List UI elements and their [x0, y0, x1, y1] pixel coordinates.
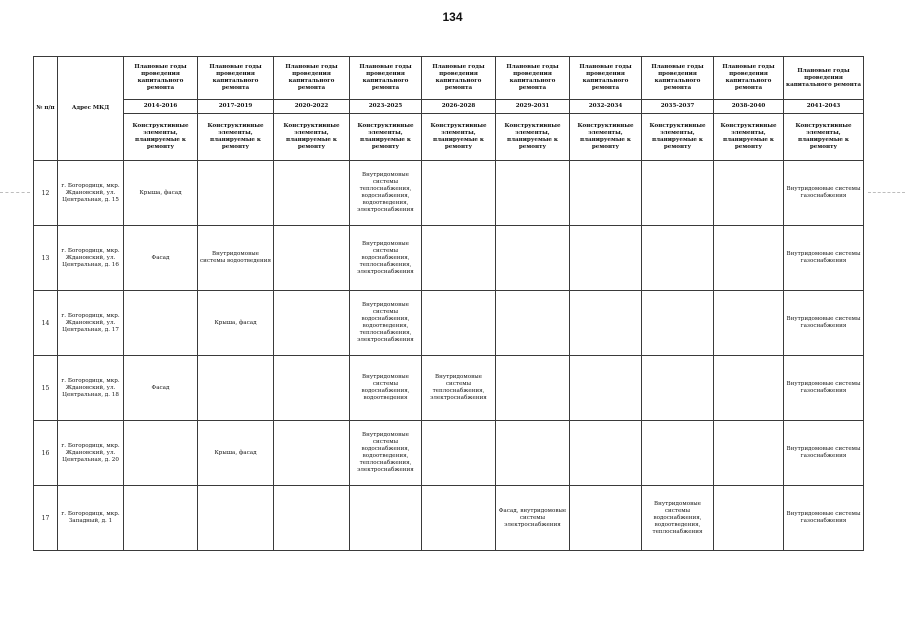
header-row-elements	[34, 114, 864, 161]
repair-cell: Фасад, внутридомовые системы электроснабжения	[496, 486, 570, 551]
elements-header: Конструктивные элементы, планируемые к ремонту	[714, 114, 784, 161]
table-row	[34, 226, 864, 291]
row-number: 17	[34, 486, 58, 551]
period-header: 2017-2019	[198, 100, 274, 114]
table-row	[34, 356, 864, 421]
elements-header: Конструктивные элементы, планируемые к ремонту	[274, 114, 350, 161]
repair-cell	[422, 421, 496, 486]
planned-years-header: Плановые годы проведения капитального ремонта	[198, 57, 274, 100]
repair-cell: Внутридомовые системы водоснабжения, водоотведения, теплоснабжения, электроснабжения	[350, 291, 422, 356]
repair-cell	[274, 356, 350, 421]
planned-years-header: Плановые годы проведения капитального ремонта	[422, 57, 496, 100]
repair-cell	[714, 226, 784, 291]
repair-cell	[642, 421, 714, 486]
repair-cell	[124, 421, 198, 486]
repair-cell	[274, 291, 350, 356]
repair-cell	[124, 486, 198, 551]
row-address: г. Богородицк, мкр. Ждановский, ул. Центральная, д. 16	[58, 226, 124, 291]
repair-cell: Фасад	[124, 356, 198, 421]
period-header: 2035-2037	[642, 100, 714, 114]
repair-cell	[570, 356, 642, 421]
period-header: 2014-2016	[124, 100, 198, 114]
planned-years-header: Плановые годы проведения капитального ремонта	[274, 57, 350, 100]
repair-cell	[198, 486, 274, 551]
column-number-header: № п/п	[34, 57, 58, 161]
repair-cell	[714, 421, 784, 486]
elements-header: Конструктивные элементы, планируемые к ремонту	[496, 114, 570, 161]
period-header: 2020-2022	[274, 100, 350, 114]
repair-cell	[570, 291, 642, 356]
column-address-header: Адрес МКД	[58, 57, 124, 161]
elements-header: Конструктивные элементы, планируемые к ремонту	[198, 114, 274, 161]
row-number: 13	[34, 226, 58, 291]
row-address: г. Богородицк, мкр. Ждановский, ул. Центральная, д. 20	[58, 421, 124, 486]
period-header: 2041-2043	[784, 100, 864, 114]
header-row-periods	[34, 100, 864, 114]
repair-cell	[274, 161, 350, 226]
repair-cell	[422, 226, 496, 291]
planned-years-header: Плановые годы проведения капитального ремонта	[350, 57, 422, 100]
repair-cell	[642, 226, 714, 291]
repair-cell	[496, 421, 570, 486]
period-header: 2038-2040	[714, 100, 784, 114]
row-address: г. Богородицк, мкр. Ждановский, ул. Центральная, д. 17	[58, 291, 124, 356]
repair-cell: Внутридомовые системы газоснабжения	[784, 161, 864, 226]
planned-years-header: Плановые годы проведения капитального ремонта	[784, 57, 864, 100]
table-row	[34, 291, 864, 356]
repair-cell: Внутридомовые системы теплоснабжения, водоснабжения, водоотведения, электроснабжения	[350, 161, 422, 226]
row-number: 16	[34, 421, 58, 486]
repair-cell	[198, 356, 274, 421]
repair-cell	[570, 486, 642, 551]
repair-cell	[274, 226, 350, 291]
repair-cell: Внутридомовые системы газоснабжения	[784, 421, 864, 486]
repair-cell	[422, 161, 496, 226]
repair-cell	[714, 486, 784, 551]
repair-cell	[422, 291, 496, 356]
repair-cell: Внутридомовые системы водоснабжения, водоотведения, теплоснабжения	[642, 486, 714, 551]
repair-cell	[570, 161, 642, 226]
row-number: 12	[34, 161, 58, 226]
repair-cell: Крыша, фасад	[124, 161, 198, 226]
repair-cell: Внутридомовые системы газоснабжения	[784, 226, 864, 291]
planned-years-header: Плановые годы проведения капитального ремонта	[124, 57, 198, 100]
repair-cell: Внутридомовые системы газоснабжения	[784, 356, 864, 421]
planned-years-header: Плановые годы проведения капитального ремонта	[714, 57, 784, 100]
planned-years-header: Плановые годы проведения капитального ремонта	[570, 57, 642, 100]
table-row	[34, 421, 864, 486]
row-number: 15	[34, 356, 58, 421]
repair-cell	[496, 356, 570, 421]
repair-cell	[274, 486, 350, 551]
repair-cell	[570, 226, 642, 291]
period-header: 2032-2034	[570, 100, 642, 114]
elements-header: Конструктивные элементы, планируемые к ремонту	[570, 114, 642, 161]
repair-cell	[714, 356, 784, 421]
elements-header: Конструктивные элементы, планируемые к ремонту	[642, 114, 714, 161]
repair-cell	[714, 161, 784, 226]
period-header: 2026-2028	[422, 100, 496, 114]
repair-cell: Внутридомовые системы газоснабжения	[784, 291, 864, 356]
repair-cell	[642, 356, 714, 421]
repair-cell: Внутридомовые системы водоснабжения, водоотведения, теплоснабжения, электроснабжения	[350, 421, 422, 486]
repair-cell	[642, 161, 714, 226]
planned-years-header: Плановые годы проведения капитального ремонта	[496, 57, 570, 100]
capital-repair-plan-table	[33, 56, 864, 551]
repair-cell: Крыша, фасад	[198, 421, 274, 486]
page-number: 134	[442, 10, 463, 24]
row-number: 14	[34, 291, 58, 356]
repair-cell	[496, 161, 570, 226]
repair-cell	[198, 161, 274, 226]
elements-header: Конструктивные элементы, планируемые к ремонту	[124, 114, 198, 161]
repair-cell: Фасад	[124, 226, 198, 291]
repair-cell	[350, 486, 422, 551]
repair-cell	[570, 421, 642, 486]
elements-header: Конструктивные элементы, планируемые к ремонту	[422, 114, 496, 161]
repair-cell: Внутридомовые системы водоотведения	[198, 226, 274, 291]
repair-cell	[496, 291, 570, 356]
row-address: г. Богородицк, мкр. Западный, д. 1	[58, 486, 124, 551]
repair-cell: Крыша, фасад	[198, 291, 274, 356]
elements-header: Конструктивные элементы, планируемые к ремонту	[784, 114, 864, 161]
elements-header: Конструктивные элементы, планируемые к ремонту	[350, 114, 422, 161]
repair-cell	[642, 291, 714, 356]
repair-cell	[124, 291, 198, 356]
period-header: 2029-2031	[496, 100, 570, 114]
header-row-planned	[34, 57, 864, 100]
period-header: 2023-2025	[350, 100, 422, 114]
repair-cell	[714, 291, 784, 356]
planned-years-header: Плановые годы проведения капитального ремонта	[642, 57, 714, 100]
scan-line-right	[868, 192, 905, 193]
repair-cell: Внутридомовые системы теплоснабжения, электроснабжения	[422, 356, 496, 421]
row-address: г. Богородицк, мкр. Ждановский, ул. Центральная, д. 18	[58, 356, 124, 421]
row-address: г. Богородицк, мкр. Ждановский, ул. Центральная, д. 15	[58, 161, 124, 226]
repair-cell: Внутридомовые системы водоснабжения, водоотведения	[350, 356, 422, 421]
scan-line-left	[0, 192, 30, 193]
repair-cell: Внутридомовые системы водоснабжения, теплоснабжения, электроснабжения	[350, 226, 422, 291]
repair-cell: Внутридомовые системы газоснабжения	[784, 486, 864, 551]
repair-cell	[496, 226, 570, 291]
table-row	[34, 161, 864, 226]
repair-cell	[422, 486, 496, 551]
table-row	[34, 486, 864, 551]
repair-cell	[274, 421, 350, 486]
